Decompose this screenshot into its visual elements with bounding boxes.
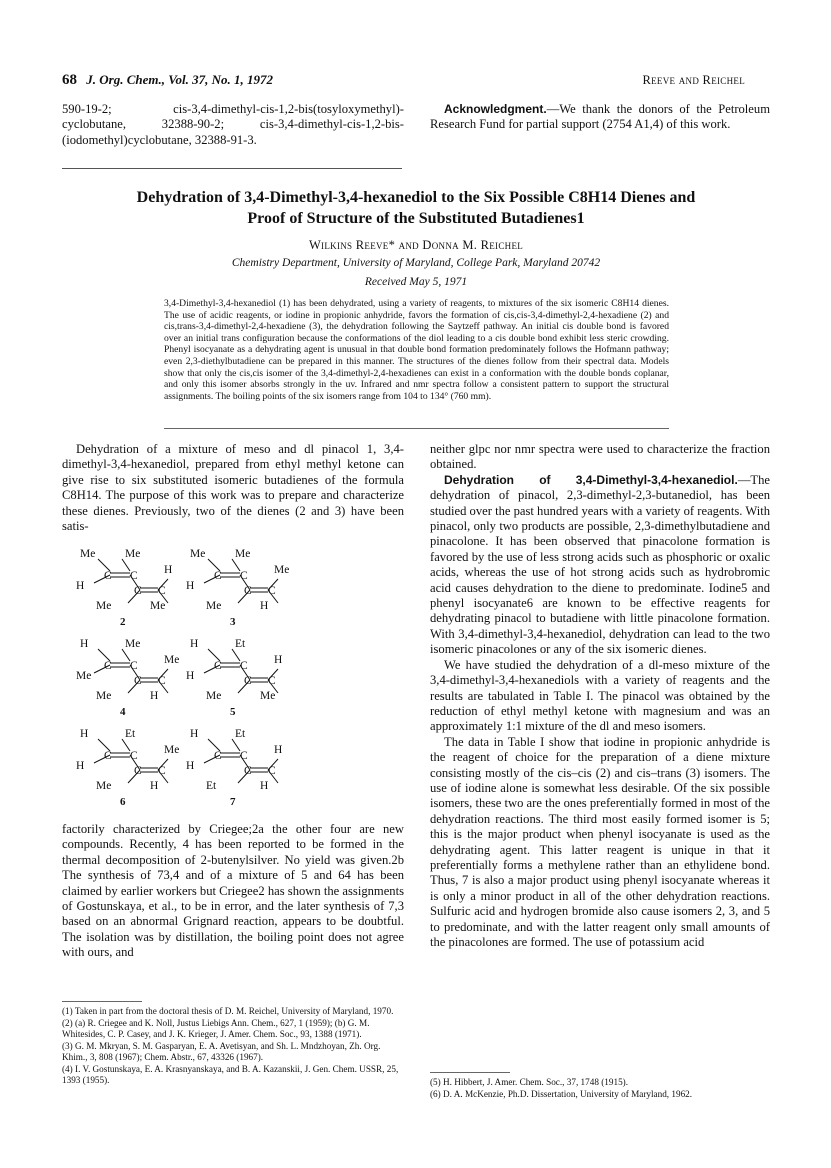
atom-label: C xyxy=(244,675,252,687)
bond xyxy=(122,649,130,661)
atom-label: Me xyxy=(206,690,222,702)
running-header-left xyxy=(62,72,273,89)
footnote: (5) H. Hibbert, J. Amer. Chem. Soc., 37, 1748 (1915). xyxy=(430,1077,629,1087)
atom-label: C xyxy=(158,675,166,687)
atom-label: H xyxy=(274,654,283,666)
right-paragraph-2: Dehydration of 3,4-Dimethyl-3,4-hexanediol.—The dehydration of pinacol, 2,3-dimethyl-2,3-butanediol, has been studied over the past hundred years with a variety of reagents. With pinacol, only two products are possible, 2,3-dimethylbutadiene and pinacolone. It has been observed that pinacolone formation is favored by the use of less strong acids such as phosphoric or oxalic acids, whereas the use of hot strong acids such as hydrobromic acid causes dehydration to the diene to predominate. Iodine5 and phenyl isocyanate6 are known to be effective reagents for dehydrating pinacol to butadiene with little pinacolone formation. With 3,4-dimethyl-3,4-hexanediol, dehydration can lead to the two isomeric pinacolones or any of the six isomeric dienes. xyxy=(430,472,770,657)
acknowledgment-text: —We thank the donors of the Petroleum Research Fund for partial support (2754 A1,4) of this work. xyxy=(430,102,770,132)
footnote: (1) Taken in part from the doctoral thesis of D. M. Reichel, University of Maryland, 1970. xyxy=(62,1006,394,1016)
title-line-2: Proof of Structure of the Substituted Butadienes1 xyxy=(247,210,585,227)
atom-label: Me xyxy=(164,744,180,756)
atom-label: H xyxy=(76,760,85,772)
atom-label: H xyxy=(150,690,159,702)
footnote: (4) I. V. Gostunskaya, E. A. Krasnyanskaya, and B. A. Kazanskii, J. Gen. Chem. USSR, 25, 1393 (1955). xyxy=(62,1064,399,1085)
right-paragraph-4: The data in Table I show that iodine in propionic anhydride is the reagent of choice for the preparation of a diene mixture consisting mostly of the cis–cis (2) and cis–trans (3) isomers. The use of iodine alone is somewhat less desirable. Of the six possible isomers, these two are the ones preferentially formed in most of the dehydration reactions. The third most easily formed isomer is 5; this is the major product when phenyl isocyanate is used as the dehydrating agent. This latter reagent is unique in that it preferentially forms a methylene rather than an ethylidene bond. Thus, 7 is also a major product using phenyl isocyanate whereas it is only a minor product in all of the other dehydration reactions. Sulfuric acid and hydrogen bromide also cause isomers 2, 3, and 5 to predominate, and with the latter reagent only small amounts of the pinacolones are formed. The use of potassium acid xyxy=(430,734,770,949)
right-paragraph-3: We have studied the dehydration of a dl-meso mixture of the 3,4-dimethyl-3,4-hexanediols with a variety of reagents and the results are tabulated in Table I. The pinacol was obtained by the reduction of ethyl methyl ketone with magnesium and was an approximately 1:1 mixture of the dl and meso isomers. xyxy=(430,657,770,734)
atom-label: Me xyxy=(150,600,166,612)
section-rule xyxy=(62,168,402,169)
section-heading: Dehydration of 3,4-Dimethyl-3,4-hexanediol. xyxy=(444,472,738,487)
article-title xyxy=(70,187,762,229)
bond xyxy=(232,559,240,571)
footnotes-left xyxy=(62,1006,404,1087)
atom-label: H xyxy=(260,780,269,792)
atom-label: C xyxy=(214,570,222,582)
atom-label: Et xyxy=(125,728,136,740)
footnote-rule-right xyxy=(430,1072,510,1073)
atom-label: H xyxy=(260,600,269,612)
compound-number: 7 xyxy=(230,796,236,808)
atom-label: C xyxy=(268,675,276,687)
footnote: (2) (a) R. Criegee and K. Noll, Justus Liebigs Ann. Chem., 627, 1 (1959); (b) G. M. Whitesides, C. P. Casey, and J. K. Krieger, J. Amer. Chem. Soc., 93, 1388 (1971). xyxy=(62,1018,370,1039)
atom-label: Me xyxy=(96,780,112,792)
acknowledgment-paragraph xyxy=(430,102,770,133)
atom-label: C xyxy=(158,765,166,777)
atom-label: C xyxy=(130,660,138,672)
previous-article-registry-text: 590-19-2; cis-3,4-dimethyl-cis-1,2-bis(tosyloxymethyl)-cyclobutane, 32388-90-2; cis-3,4-dimethyl-cis-1,2-bis-(iodomethyl)cyclobutane, 32388-91-3. xyxy=(62,102,404,147)
atom-label: Me xyxy=(274,564,290,576)
atom-label: Me xyxy=(76,670,92,682)
atom-label: C xyxy=(268,765,276,777)
compound-number: 3 xyxy=(230,616,236,628)
atom-label: Me xyxy=(96,600,112,612)
atom-label: Me xyxy=(235,548,251,560)
title-line-1: Dehydration of 3,4-Dimethyl-3,4-hexanediol to the Six Possible C8H14 Dienes and xyxy=(136,189,696,206)
atom-label: Et xyxy=(235,728,246,740)
bond xyxy=(232,649,240,661)
atom-label: C xyxy=(104,570,112,582)
body-left-paragraph-2: factorily characterized by Criegee;2a the other four are new compounds. Recently, 4 has been reported to be formed in the thermal decomposition of 2-butenylsilver. No yield was given.2b The synthesis of 73,4 and of a mixture of 5 and 64 has been claimed by earlier workers but Criegee2 has shown the assignments of Gostunskaya, et al., to be in error, and the later synthesis of 7,3 based on an abnormal Grignard reaction, appears to be doubtful. The isolation was by distillation, the boiling point does not agree with ours, and xyxy=(62,822,404,960)
atom-label: H xyxy=(190,728,199,740)
atom-label: C xyxy=(134,585,142,597)
footnote: (3) G. M. Mkryan, S. M. Gasparyan, E. A. Avetisyan, and Sh. L. Mndzhoyan, Zh. Org. Khim., 3, 808 (1967); Chem. Abstr., 67, 43326 (1967). xyxy=(62,1041,381,1062)
compound-number: 5 xyxy=(230,706,236,718)
atom-label: H xyxy=(76,580,85,592)
atom-label: H xyxy=(80,728,89,740)
acknowledgment-label: Acknowledgment. xyxy=(444,102,547,116)
body-left-paragraph-1: Dehydration of a mixture of meso and dl pinacol 1, 3,4-dimethyl-3,4-hexanediol, prepared from ethyl methyl ketone can give rise to six substituted isomeric butadienes of the formula C8H14. The purpose of this work was to prepare and characterize these dienes. Previously, two of the dienes (2 and 3) have been satis- xyxy=(62,442,404,534)
compound-number: 4 xyxy=(120,706,126,718)
footnotes-right xyxy=(430,1077,775,1101)
atom-label: C xyxy=(214,750,222,762)
atom-label: C xyxy=(240,660,248,672)
atom-label: C xyxy=(244,585,252,597)
footnote-rule-left xyxy=(62,1001,142,1002)
atom-label: C xyxy=(244,765,252,777)
atom-label: C xyxy=(214,660,222,672)
diene-structures-figure xyxy=(76,545,400,810)
footnote: (6) D. A. McKenzie, Ph.D. Dissertation, University of Maryland, 1962. xyxy=(430,1089,693,1099)
atom-label: C xyxy=(104,750,112,762)
body-right-column xyxy=(430,442,770,950)
atom-label: Et xyxy=(235,638,246,650)
bond xyxy=(122,739,130,751)
received-date: Received May 5, 1971 xyxy=(364,276,468,288)
atom-label: C xyxy=(130,570,138,582)
abstract: 3,4-Dimethyl-3,4-hexanediol (1) has been dehydrated, using a variety of reagents, to mixtures of the six isomeric C8H14 dienes. The use of acidic reagents, or iodine in propionic anhydride, favors the formation of cis,cis-3,4-dimethyl-2,4-hexadiene (2) and cis,trans-3,4-dimethyl-2,4-hexadiene (3), the dehydration following the Saytzeff pathway. An initial cis double bond is favored over an initial trans configuration because the conformations of the diol leading to a cis double bond exhibit less steric crowding. Phenyl isocyanate as a dehydrating agent is unusual in that double bond formation predominately follows the Hofmann pathway; even 2,3-diethylbutadiene can be prepared in this manner. The structures of the dienes follow from their spectral data. Models show that only the cis,cis isomer of the 3,4-dimethyl-2,4-hexadienes can exist in a conformation with the double bonds coplanar, and only this isomer absorbs strongly in the uv. Infrared and nmr spectra follow a consistent pattern to support the structural assignments. The boiling points of the six isomers range from 104 to 134° (760 mm). xyxy=(164,298,669,402)
atom-label: H xyxy=(186,670,195,682)
atom-label: C xyxy=(130,750,138,762)
right-paragraph-1: neither glpc nor nmr spectra were used to characterize the fraction obtained. xyxy=(430,442,770,472)
bond xyxy=(122,559,130,571)
atom-label: H xyxy=(190,638,199,650)
atom-label: Me xyxy=(190,548,206,560)
atom-label: Me xyxy=(125,638,141,650)
atom-label: C xyxy=(134,765,142,777)
atom-label: C xyxy=(240,570,248,582)
atom-label: Me xyxy=(206,600,222,612)
article-authors: Wilkins Reeve* and Donna M. Reichel xyxy=(308,238,524,252)
atom-label: C xyxy=(134,675,142,687)
atom-label: Me xyxy=(80,548,96,560)
atom-label: Et xyxy=(206,780,217,792)
atom-label: H xyxy=(150,780,159,792)
atom-label: Me xyxy=(125,548,141,560)
atom-label: H xyxy=(164,564,173,576)
atom-label: H xyxy=(186,580,195,592)
journal-citation: J. Org. Chem., Vol. 37, No. 1, 1972 xyxy=(86,72,273,87)
atom-label: Me xyxy=(260,690,276,702)
author-affiliation: Chemistry Department, University of Maryland, College Park, Maryland 20742 xyxy=(231,257,601,269)
atom-label: C xyxy=(240,750,248,762)
page-number: 68 xyxy=(62,72,77,88)
atom-label: C xyxy=(104,660,112,672)
atom-label: Me xyxy=(164,654,180,666)
atom-label: H xyxy=(186,760,195,772)
compound-number: 2 xyxy=(120,616,126,628)
compound-number: 6 xyxy=(120,796,126,808)
atom-label: C xyxy=(268,585,276,597)
atom-label: H xyxy=(274,744,283,756)
atom-label: H xyxy=(80,638,89,650)
running-header-authors: Reeve and Reichel xyxy=(642,73,745,87)
atom-label: Me xyxy=(96,690,112,702)
bond xyxy=(232,739,240,751)
atom-label: C xyxy=(158,585,166,597)
abstract-rule xyxy=(164,428,669,429)
